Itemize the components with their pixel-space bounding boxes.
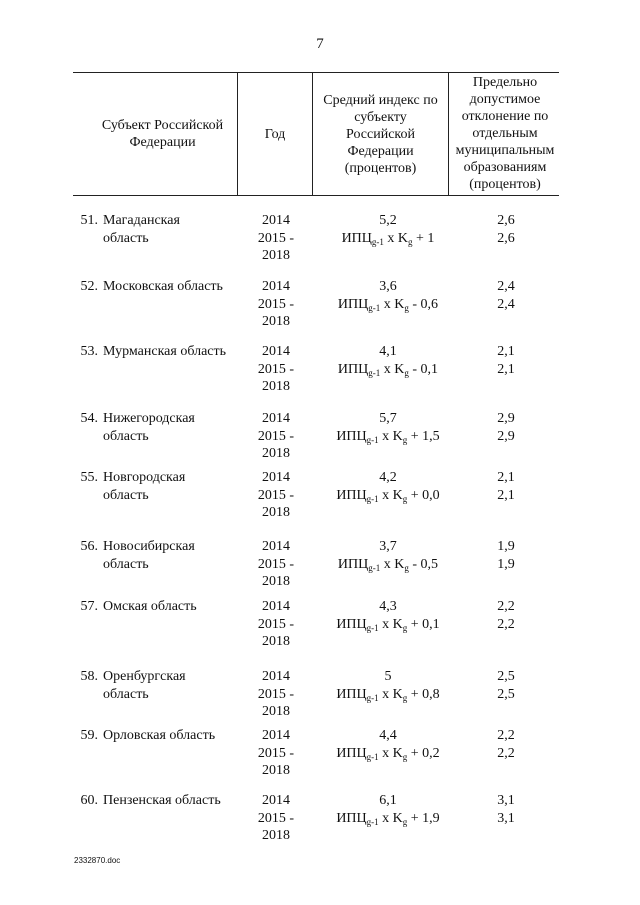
avg-index-cell bbox=[313, 727, 463, 766]
index-value: 5,7 bbox=[379, 411, 397, 426]
index-formula: $ИПЦ_{g-1}$ x $K_g + 0,1$ bbox=[336, 616, 440, 633]
index-formula: $ИПЦ_{g-1}$ x $K_g - 0,6$ bbox=[337, 296, 439, 313]
index-value: 3,6 bbox=[379, 279, 397, 294]
year-cell: 2014 2015 - 2018 bbox=[257, 793, 295, 843]
max-deviation-cell: 2,1 2,1 bbox=[497, 470, 515, 503]
year-cell: 2014 2015 - 2018 bbox=[257, 411, 295, 461]
max-deviation-cell: 2,2 2,2 bbox=[497, 728, 515, 761]
max-deviation-cell: 2,9 2,9 bbox=[497, 411, 515, 444]
table-row bbox=[0, 343, 640, 403]
region-name: Пензенская область bbox=[103, 793, 221, 808]
table-row bbox=[0, 410, 640, 470]
row-number: 59. bbox=[80, 728, 98, 743]
index-formula: $ИПЦ_{g-1}$ x $K_g - 0,5$ bbox=[337, 556, 439, 573]
avg-index-cell bbox=[313, 598, 463, 637]
index-value: 4,2 bbox=[379, 470, 397, 485]
max-deviation-cell: 2,2 2,2 bbox=[497, 599, 515, 632]
index-value: 6,1 bbox=[379, 793, 397, 808]
header-max-deviation: Предельно допустимое отклонение по отдельным муниципальным образованиям (процентов) bbox=[455, 75, 555, 192]
index-value: 5,2 bbox=[379, 213, 397, 228]
row-number: 60. bbox=[80, 793, 98, 808]
avg-index-cell bbox=[313, 538, 463, 577]
max-deviation-cell: 2,4 2,4 bbox=[497, 279, 515, 312]
region-name: Мурманская область bbox=[103, 344, 227, 359]
avg-index-cell bbox=[313, 792, 463, 831]
year-cell: 2014 2015 - 2018 bbox=[257, 470, 295, 520]
max-deviation-cell: 3,1 3,1 bbox=[497, 793, 515, 826]
header-avg-index: Средний индекс по субъекту Российской Федерации (процентов) bbox=[323, 93, 438, 176]
avg-index-cell bbox=[313, 410, 463, 449]
avg-index-cell bbox=[313, 668, 463, 707]
index-formula: $ИПЦ_{g-1}$ x $K_g + 0,0$ bbox=[336, 487, 440, 504]
row-number: 53. bbox=[80, 344, 98, 359]
year-cell: 2014 2015 - 2018 bbox=[257, 599, 295, 649]
row-number: 56. bbox=[80, 539, 98, 554]
row-number: 51. bbox=[80, 213, 98, 228]
row-number: 57. bbox=[80, 599, 98, 614]
year-cell: 2014 2015 - 2018 bbox=[257, 728, 295, 778]
index-formula: $ИПЦ_{g-1}$ x $K_g + 1$ bbox=[341, 230, 435, 247]
region-name: Магаданская область bbox=[103, 213, 180, 246]
document-id: 2332870.doc bbox=[74, 856, 121, 865]
year-cell: 2014 2015 - 2018 bbox=[257, 279, 295, 329]
region-name: Оренбургская область bbox=[103, 669, 186, 702]
avg-index-cell bbox=[313, 343, 463, 382]
region-name: Новосибирская область bbox=[103, 539, 195, 572]
index-formula: $ИПЦ_{g-1}$ x $K_g - 0,1$ bbox=[337, 361, 439, 378]
index-value: 4,3 bbox=[379, 599, 397, 614]
table-row bbox=[0, 538, 640, 598]
index-value: 3,7 bbox=[379, 539, 397, 554]
index-formula: $ИПЦ_{g-1}$ x $K_g + 1,5$ bbox=[336, 428, 440, 445]
region-name: Новгородская область bbox=[103, 470, 186, 503]
year-cell: 2014 2015 - 2018 bbox=[257, 539, 295, 589]
row-number: 54. bbox=[80, 411, 98, 426]
row-number: 52. bbox=[80, 279, 98, 294]
table-row bbox=[0, 278, 640, 338]
year-cell: 2014 2015 - 2018 bbox=[257, 344, 295, 394]
max-deviation-cell: 2,6 2,6 bbox=[497, 213, 515, 246]
avg-index-cell bbox=[313, 469, 463, 508]
region-name: Московская область bbox=[103, 279, 223, 294]
index-formula: $ИПЦ_{g-1}$ x $K_g + 0,8$ bbox=[336, 686, 440, 703]
table-top-rule bbox=[73, 72, 559, 73]
index-value: 4,4 bbox=[379, 728, 397, 743]
table-row bbox=[0, 469, 640, 529]
avg-index-cell bbox=[313, 212, 463, 251]
region-name: Нижегородская область bbox=[103, 411, 195, 444]
row-number: 58. bbox=[80, 669, 98, 684]
region-name: Орловская область bbox=[103, 728, 216, 743]
row-number: 55. bbox=[80, 470, 98, 485]
page-number: 7 bbox=[316, 36, 324, 52]
region-name: Омская область bbox=[103, 599, 197, 614]
table-row bbox=[0, 668, 640, 728]
max-deviation-cell: 2,1 2,1 bbox=[497, 344, 515, 377]
table-row bbox=[0, 792, 640, 852]
table-row bbox=[0, 212, 640, 272]
table-row bbox=[0, 598, 640, 658]
index-value: 5 bbox=[384, 669, 392, 684]
year-cell: 2014 2015 - 2018 bbox=[257, 213, 295, 263]
index-value: 4,1 bbox=[379, 344, 397, 359]
table-row bbox=[0, 727, 640, 787]
max-deviation-cell: 1,9 1,9 bbox=[497, 539, 515, 572]
year-cell: 2014 2015 - 2018 bbox=[257, 669, 295, 719]
header-year: Год bbox=[264, 127, 286, 142]
index-formula: $ИПЦ_{g-1}$ x $K_g + 1,9$ bbox=[336, 810, 440, 827]
max-deviation-cell: 2,5 2,5 bbox=[497, 669, 515, 702]
header-subject: Субъект Российской Федерации bbox=[101, 118, 224, 150]
table-header-bottom-rule bbox=[73, 195, 559, 196]
avg-index-cell bbox=[313, 278, 463, 317]
index-formula: $ИПЦ_{g-1}$ x $K_g + 0,2$ bbox=[336, 745, 440, 762]
